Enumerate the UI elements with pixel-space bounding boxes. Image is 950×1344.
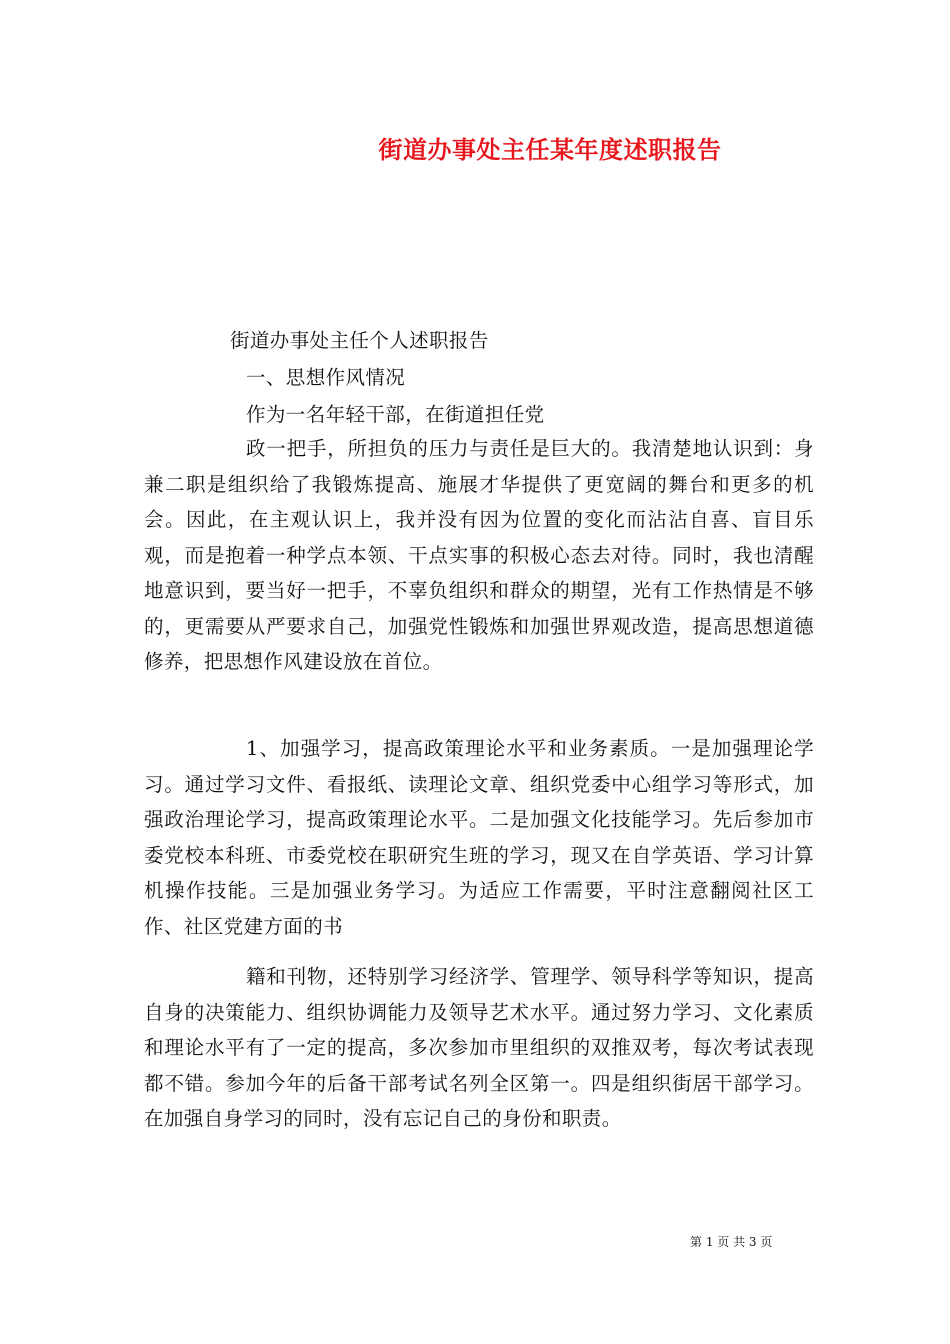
- paragraph-1: 政一把手，所担负的压力与责任是巨大的。我清楚地认识到：身兼二职是组织给了我锻炼提高、施展才华提供了更宽阔的舞台和更多的机会。因此，在主观认识上，我并没有因为位置的变化而沾沾自喜、盲目乐观，而是抱着一种学点本领、干点实事的积极心态去对待。同时，我也清醒地意识到，要当好一把手，不辜负组织和群众的期望，光有工作热情是不够的，更需要从严要求自己，加强党性锻炼和加强世界观改造，提高思想道德修养，把思想作风建设放在首位。: [144, 437, 814, 673]
- intro-line: 作为一名年轻干部，在街道担任党: [246, 403, 545, 426]
- document-title: 街道办事处主任某年度述职报告: [378, 135, 722, 164]
- section-heading: 一、思想作风情况: [246, 366, 406, 389]
- report-heading: 街道办事处主任个人述职报告: [230, 329, 489, 352]
- paragraph-3: 籍和刊物，还特别学习经济学、管理学、领导科学等知识，提高自身的决策能力、组织协调能力及领导艺术水平。通过努力学习、文化素质和理论水平有了一定的提高，多次参加市里组织的双推双考，每次考试表现都不错。参加今年的后备干部考试名列全区第一。四是组织街居干部学习。在加强自身学习的同时，没有忘记自己的身份和职责。: [144, 965, 814, 1130]
- paragraph-2: 1、加强学习，提高政策理论水平和业务素质。一是加强理论学习。通过学习文件、看报纸、读理论文章、组织党委中心组学习等形式，加强政治理论学习，提高政策理论水平。二是加强文化技能学习。先后参加市委党校本科班、市委党校在职研究生班的学习，现又在自学英语、学习计算机操作技能。三是加强业务学习。为适应工作需要，平时注意翻阅社区工作、社区党建方面的书: [144, 737, 814, 938]
- page-indicator: 第 1 页 共 3 页: [690, 1235, 773, 1249]
